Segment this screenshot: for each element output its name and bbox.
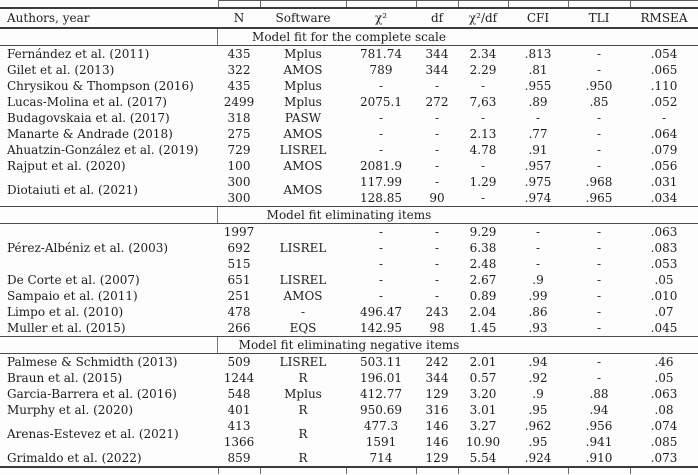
cell-rmsea: .073 <box>650 451 678 465</box>
cell-rmsea: .05 <box>654 371 674 385</box>
cell-rmsea: .056 <box>650 159 678 173</box>
cell-chi-square: - <box>378 127 384 141</box>
cell-df: 129 <box>425 387 449 401</box>
cell-n: 300 <box>227 191 251 205</box>
cell-chi-square-df: 4.78 <box>469 143 497 157</box>
cell-n: 318 <box>227 111 251 125</box>
cell-rmsea: .08 <box>654 403 674 417</box>
cell-chi-square-df: 2.29 <box>469 63 497 77</box>
cell-df: - <box>434 273 440 287</box>
top-spacer-cell <box>260 1 346 9</box>
cell-tli: - <box>596 63 602 77</box>
cell-cfi: .92 <box>528 371 548 385</box>
table-row <box>0 320 698 337</box>
bottom-spacer-cell <box>630 467 698 474</box>
cell-cfi: .962 <box>524 419 552 433</box>
table-row <box>0 78 698 94</box>
cell-df: 146 <box>425 435 449 449</box>
cell-author: Ahuatzin-González et al. (2019) <box>7 143 199 157</box>
table-row <box>0 288 698 304</box>
cell-chi-square: 781.74 <box>360 47 402 61</box>
cell-cfi: .974 <box>524 191 552 205</box>
cell-tli: .88 <box>589 387 609 401</box>
bottom-spacer-cell <box>508 467 568 474</box>
cell-n: 548 <box>227 387 251 401</box>
cell-chi-square-df: 1.45 <box>469 321 497 335</box>
table-row <box>0 174 698 190</box>
cell-chi-square: 142.95 <box>360 321 402 335</box>
cell-author: Sampaio et al. (2011) <box>7 289 138 303</box>
cell-rmsea: .065 <box>650 63 678 77</box>
cell-rmsea: .085 <box>650 435 678 449</box>
top-spacer-cell <box>508 1 568 9</box>
cell-chi-square-df: 2.67 <box>469 273 497 287</box>
table-row <box>0 354 698 371</box>
cell-chi-square: - <box>378 143 384 157</box>
cell-author: Gilet et al. (2013) <box>7 63 115 77</box>
cell-author: Garcia-Barrera et al. (2016) <box>7 387 177 401</box>
cell-author: Arenas-Estevez et al. (2021) <box>7 427 179 441</box>
cell-df: - <box>434 241 440 255</box>
cell-software: Mplus <box>284 387 322 401</box>
cell-software: PASW <box>284 111 322 125</box>
cell-chi-square: 950.69 <box>360 403 402 417</box>
cell-chi-square-df: 10.90 <box>465 435 501 449</box>
cell-df: 242 <box>425 355 449 369</box>
cell-chi-square-df: 7,63 <box>469 95 497 109</box>
cell-chi-square-df: 2.13 <box>469 127 497 141</box>
cell-n: 251 <box>227 289 251 303</box>
cell-rmsea: - <box>661 111 667 125</box>
cell-cfi: .975 <box>524 175 552 189</box>
cell-author: Rajput et al. (2020) <box>7 159 126 173</box>
cell-rmsea: .054 <box>650 47 678 61</box>
cell-chi-square: 789 <box>369 63 393 77</box>
cell-cfi: .99 <box>528 289 548 303</box>
cell-cfi: .81 <box>528 63 548 77</box>
bottom-spacer-cell <box>458 467 508 474</box>
bottom-spacer-cell <box>568 467 630 474</box>
top-spacer-cell <box>630 1 698 9</box>
cell-rmsea: .110 <box>650 79 678 93</box>
table-row <box>0 62 698 78</box>
model-fit-table-body <box>0 28 698 467</box>
cell-cfi: .77 <box>528 127 548 141</box>
cell-tli: - <box>596 225 602 239</box>
cell-df: 129 <box>425 451 449 465</box>
cell-n: 435 <box>227 79 251 93</box>
cell-cfi: .813 <box>524 47 552 61</box>
cell-rmsea: .079 <box>650 143 678 157</box>
section-title: Model fit for the complete scale <box>0 28 698 46</box>
cell-author: Diotaiuti et al. (2021) <box>7 183 138 197</box>
cell-n: 515 <box>227 257 251 271</box>
cell-chi-square: - <box>378 257 384 271</box>
cell-chi-square-df: 9.29 <box>469 225 497 239</box>
cell-chi-square: 2081.9 <box>360 159 402 173</box>
top-spacer-cell <box>218 1 260 9</box>
cell-chi-square-df: 2.01 <box>469 355 497 369</box>
table-row <box>0 158 698 174</box>
table-row <box>0 224 698 241</box>
cell-n: 1244 <box>223 371 255 385</box>
section-title-row <box>0 28 698 46</box>
top-spacer-cell <box>416 1 458 9</box>
cell-tli: - <box>596 47 602 61</box>
cell-software: R <box>298 427 308 441</box>
bottom-spacer-cell <box>416 467 458 474</box>
cell-tli: - <box>596 111 602 125</box>
cell-df: 243 <box>425 305 449 319</box>
cell-chi-square-df: - <box>480 79 486 93</box>
top-spacer-cell <box>568 1 630 9</box>
table-row <box>0 110 698 126</box>
cell-tli: .85 <box>589 95 609 109</box>
cell-df: - <box>434 289 440 303</box>
cell-df: - <box>434 225 440 239</box>
cell-tli: .950 <box>585 79 613 93</box>
cell-n: 859 <box>227 451 251 465</box>
cell-rmsea: .07 <box>654 305 674 319</box>
cell-chi-square: - <box>378 273 384 287</box>
header-row <box>0 8 698 28</box>
bottom-edge-ticks <box>0 467 698 474</box>
cell-n: 435 <box>227 47 251 61</box>
column-header-n: N <box>218 8 260 28</box>
cell-df: - <box>434 111 440 125</box>
bottom-spacer-cell <box>218 467 260 474</box>
cell-software: R <box>298 451 308 465</box>
cell-df: 344 <box>425 371 449 385</box>
cell-author: Muller et al. (2015) <box>7 321 126 335</box>
top-spacer-cell <box>458 1 508 9</box>
section-title: Model fit eliminating negative items <box>0 337 698 354</box>
column-header-tli: TLI <box>568 8 630 28</box>
cell-tli: - <box>596 355 602 369</box>
section-title-row <box>0 207 698 224</box>
cell-n: 1366 <box>223 435 255 449</box>
cell-software: R <box>298 371 308 385</box>
cell-cfi: .94 <box>528 355 548 369</box>
cell-rmsea: .074 <box>650 419 678 433</box>
cell-chi-square: 2075.1 <box>360 95 402 109</box>
cell-chi-square: - <box>378 79 384 93</box>
cell-chi-square-df: 2.48 <box>469 257 497 271</box>
cell-cfi: .955 <box>524 79 552 93</box>
section-title-row <box>0 337 698 354</box>
cell-cfi: .95 <box>528 403 548 417</box>
cell-cfi: .9 <box>532 273 544 287</box>
cell-author: Limpo et al. (2010) <box>7 305 124 319</box>
cell-df: - <box>434 127 440 141</box>
cell-software: LISREL <box>279 273 327 287</box>
cell-chi-square: 503.11 <box>360 355 402 369</box>
cell-n: 1997 <box>223 225 255 239</box>
cell-n: 651 <box>227 273 251 287</box>
column-header-rmsea: RMSEA <box>630 8 698 28</box>
cell-chi-square-df: 2.34 <box>469 47 497 61</box>
column-header-cfi: CFI <box>508 8 568 28</box>
cell-software: AMOS <box>283 63 323 77</box>
column-header-authors-year: Authors, year <box>0 8 218 28</box>
cell-author: Lucas-Molina et al. (2017) <box>7 95 167 109</box>
cell-n: 266 <box>227 321 251 335</box>
table-row <box>0 370 698 386</box>
table-row <box>0 386 698 402</box>
cell-df: - <box>434 143 440 157</box>
cell-software: Mplus <box>284 79 322 93</box>
cell-tli: - <box>596 159 602 173</box>
cell-cfi: - <box>535 225 541 239</box>
cell-df: 146 <box>425 419 449 433</box>
cell-cfi: .924 <box>524 451 552 465</box>
cell-n: 275 <box>227 127 251 141</box>
cell-software: AMOS <box>283 127 323 141</box>
cell-chi-square: 1591 <box>365 435 397 449</box>
cell-chi-square-df: 0.57 <box>469 371 497 385</box>
cell-tli: .941 <box>585 435 613 449</box>
cell-n: 300 <box>227 175 251 189</box>
cell-tli: - <box>596 257 602 271</box>
cell-n: 729 <box>227 143 251 157</box>
cell-df: - <box>434 79 440 93</box>
cell-n: 478 <box>227 305 251 319</box>
cell-author: Murphy et al. (2020) <box>7 403 134 417</box>
cell-rmsea: .05 <box>654 273 674 287</box>
cell-software: R <box>298 403 308 417</box>
cell-tli: - <box>596 321 602 335</box>
column-header-chi-square-df: χ²/df <box>458 8 508 28</box>
cell-chi-square: 714 <box>369 451 393 465</box>
cell-chi-square: 477.3 <box>363 419 399 433</box>
cell-rmsea: .083 <box>650 241 678 255</box>
cell-software: LISREL <box>279 241 327 255</box>
cell-chi-square-df: 3.20 <box>469 387 497 401</box>
cell-n: 2499 <box>223 95 255 109</box>
cell-chi-square: - <box>378 225 384 239</box>
cell-n: 401 <box>227 403 251 417</box>
cell-df: 90 <box>429 191 445 205</box>
cell-software: AMOS <box>283 289 323 303</box>
cell-software: AMOS <box>283 183 323 197</box>
table-row <box>0 46 698 63</box>
cell-chi-square-df: - <box>480 159 486 173</box>
cell-chi-square-df: 1.29 <box>469 175 497 189</box>
cell-df: 98 <box>429 321 445 335</box>
cell-tli: - <box>596 143 602 157</box>
cell-tli: .968 <box>585 175 613 189</box>
cell-chi-square: 128.85 <box>360 191 402 205</box>
cell-df: 272 <box>425 95 449 109</box>
column-header-chi-square: χ² <box>346 8 416 28</box>
cell-software: Mplus <box>284 47 322 61</box>
cell-chi-square: 117.99 <box>360 175 402 189</box>
cell-rmsea: .063 <box>650 387 678 401</box>
table-row <box>0 126 698 142</box>
table-row <box>0 418 698 434</box>
cell-author: De Corte et al. (2007) <box>7 273 140 287</box>
bottom-spacer-cell <box>0 467 218 474</box>
cell-chi-square-df: 3.01 <box>469 403 497 417</box>
cell-software: LISREL <box>279 355 327 369</box>
cell-rmsea: .052 <box>650 95 678 109</box>
cell-cfi: .89 <box>528 95 548 109</box>
cell-software: - <box>300 305 306 319</box>
section-title: Model fit eliminating items <box>0 207 698 224</box>
top-spacer-cell <box>0 1 218 9</box>
cell-chi-square-df: 6.38 <box>469 241 497 255</box>
cell-cfi: - <box>535 241 541 255</box>
cell-tli: - <box>596 127 602 141</box>
cell-rmsea: .031 <box>650 175 678 189</box>
cell-chi-square-df: 2.04 <box>469 305 497 319</box>
top-edge-ticks <box>0 1 698 9</box>
cell-author: Palmese & Schmidth (2013) <box>7 355 178 369</box>
table-row <box>0 94 698 110</box>
cell-cfi: .957 <box>524 159 552 173</box>
cell-n: 509 <box>227 355 251 369</box>
column-header-software: Software <box>260 8 346 28</box>
cell-cfi: .95 <box>528 435 548 449</box>
cell-n: 100 <box>227 159 251 173</box>
cell-chi-square: 412.77 <box>360 387 402 401</box>
cell-chi-square: - <box>378 289 384 303</box>
cell-df: - <box>434 257 440 271</box>
cell-rmsea: .034 <box>650 191 678 205</box>
cell-author: Braun et al. (2015) <box>7 371 123 385</box>
cell-cfi: .86 <box>528 305 548 319</box>
table-row <box>0 450 698 467</box>
cell-author: Pérez-Albéniz et al. (2003) <box>7 241 169 255</box>
table-row <box>0 402 698 418</box>
cell-tli: .910 <box>585 451 613 465</box>
cell-software: LISREL <box>279 143 327 157</box>
table-row <box>0 272 698 288</box>
cell-tli: - <box>596 305 602 319</box>
cell-chi-square-df: 3.27 <box>469 419 497 433</box>
cell-cfi: .9 <box>532 387 544 401</box>
cell-tli: - <box>596 273 602 287</box>
cell-cfi: - <box>535 111 541 125</box>
cell-chi-square: 196.01 <box>360 371 402 385</box>
cell-chi-square-df: - <box>480 191 486 205</box>
cell-chi-square: - <box>378 111 384 125</box>
bottom-spacer-cell <box>346 467 416 474</box>
cell-author: Manarte & Andrade (2018) <box>7 127 173 141</box>
cell-chi-square: 496.47 <box>360 305 402 319</box>
cell-df: 344 <box>425 63 449 77</box>
cell-df: 316 <box>425 403 449 417</box>
cell-software: EQS <box>289 321 317 335</box>
cell-cfi: .91 <box>528 143 548 157</box>
cell-chi-square-df: 0.89 <box>469 289 497 303</box>
cell-rmsea: .46 <box>654 355 674 369</box>
table-row <box>0 142 698 158</box>
cell-cfi: .93 <box>528 321 548 335</box>
cell-author: Fernández et al. (2011) <box>7 47 150 61</box>
cell-tli: .956 <box>585 419 613 433</box>
cell-tli: - <box>596 241 602 255</box>
cell-rmsea: .053 <box>650 257 678 271</box>
cell-chi-square: - <box>378 241 384 255</box>
cell-rmsea: .010 <box>650 289 678 303</box>
cell-tli: - <box>596 289 602 303</box>
bottom-spacer-cell <box>260 467 346 474</box>
cell-rmsea: .063 <box>650 225 678 239</box>
cell-software: Mplus <box>284 95 322 109</box>
cell-n: 692 <box>227 241 251 255</box>
cell-rmsea: .045 <box>650 321 678 335</box>
cell-n: 322 <box>227 63 251 77</box>
cell-author: Grimaldo et al. (2022) <box>7 451 142 465</box>
cell-df: - <box>434 159 440 173</box>
cell-tli: .965 <box>585 191 613 205</box>
cell-tli: - <box>596 371 602 385</box>
cell-rmsea: .064 <box>650 127 678 141</box>
cell-cfi: - <box>535 257 541 271</box>
cell-n: 413 <box>227 419 251 433</box>
cell-tli: .94 <box>589 403 609 417</box>
cell-software: AMOS <box>283 159 323 173</box>
cell-author: Budagovskaia et al. (2017) <box>7 111 170 125</box>
cell-df: 344 <box>425 47 449 61</box>
cell-chi-square-df: 5.54 <box>469 451 497 465</box>
cell-df: - <box>434 175 440 189</box>
top-spacer-cell <box>346 1 416 9</box>
table-row <box>0 304 698 320</box>
column-header-df: df <box>416 8 458 28</box>
cell-author: Chrysikou & Thompson (2016) <box>7 79 194 93</box>
cell-chi-square-df: - <box>480 111 486 125</box>
